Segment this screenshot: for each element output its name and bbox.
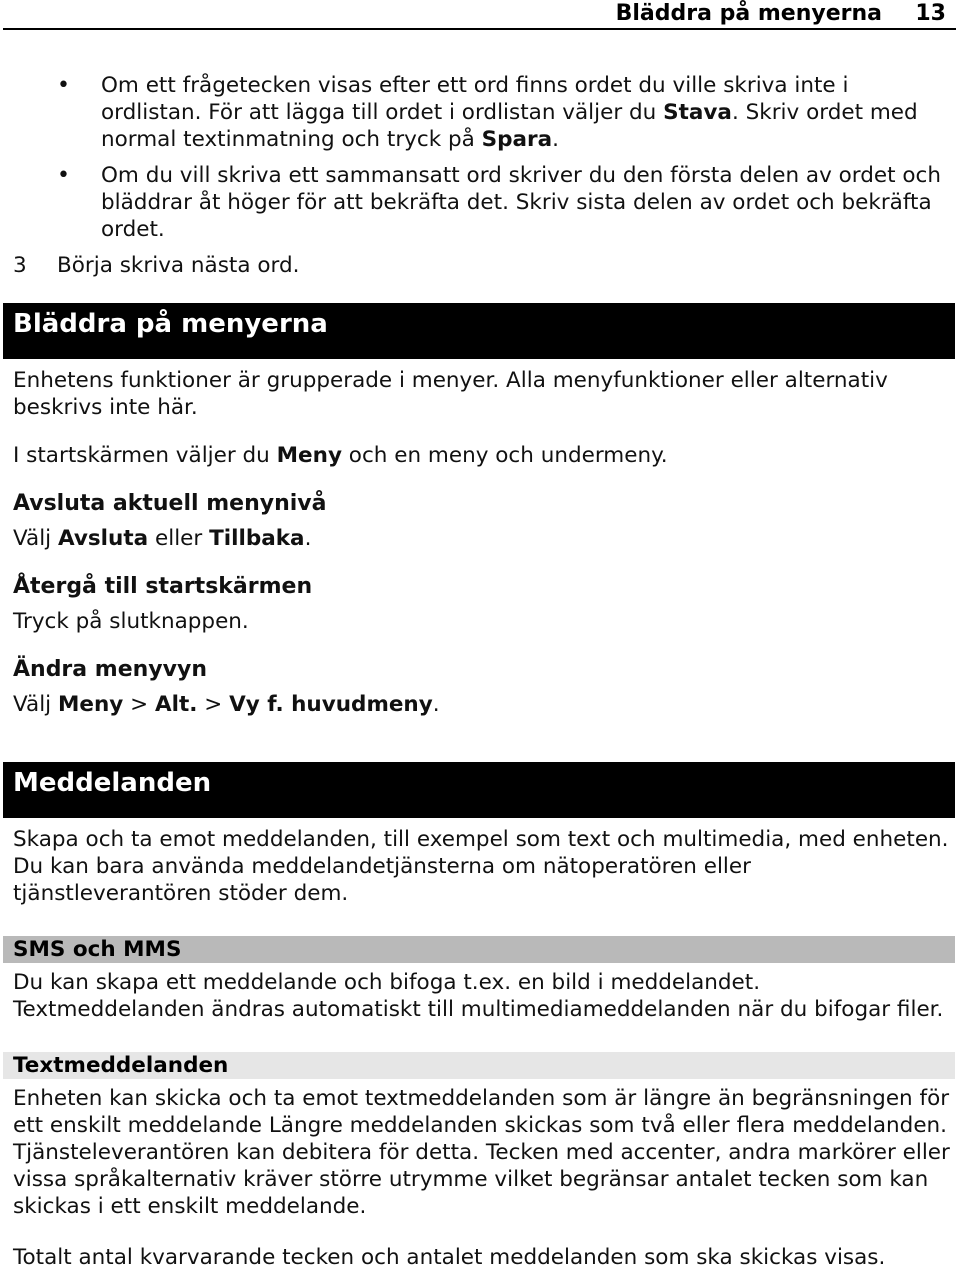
bullet-icon: • xyxy=(57,73,70,98)
section-heading: Meddelanden xyxy=(13,768,212,798)
section-heading-bar xyxy=(3,303,955,359)
bullet-text: Om du vill skriva ett sammansatt ord skriver du den första delen av ordet och bläddrar åt höger för att bekräfta det. Skriv sista delen av ordet och bekräfta ordet. xyxy=(101,163,942,242)
subheading-return-home: Återgå till startskärmen xyxy=(13,574,313,599)
bullet-text-part: . Skriv ordet med normal textinmatning och tryck på xyxy=(101,100,918,152)
menu-separator: > xyxy=(197,692,230,717)
subsection-heading-bar xyxy=(3,1052,955,1079)
sms-mms-description: Du kan skapa ett meddelande och bifoga t.ex. en bild i meddelandet. Textmeddelanden ändras automatiskt till multimediameddelanden när du bifogar filer. xyxy=(13,970,944,1022)
section-heading: Bläddra på menyerna xyxy=(13,309,328,339)
subsection-heading-bar xyxy=(3,936,955,963)
command-meny: Meny xyxy=(58,692,124,717)
subsection-heading: Textmeddelanden xyxy=(13,1053,229,1078)
command-avsluta: Avsluta xyxy=(58,526,149,551)
running-header-title: Bläddra på menyerna xyxy=(615,1,882,26)
bullet-text-part: . xyxy=(552,127,559,152)
command-stava: Stava xyxy=(663,100,732,125)
page-number: 13 xyxy=(915,1,946,26)
navigation-instruction xyxy=(13,442,953,469)
command-alt: Alt. xyxy=(155,692,198,717)
text-messages-description: Enheten kan skicka och ta emot textmeddelanden som är längre än begränsningen för ett enskilt meddelande Längre meddelanden skickas som två eller flera meddelanden. Tjänsteleverantören kan debitera för detta. Tecken med accenter, andra markörer eller vissa språkalternativ kräver större utrymme vilket begränsar antalet tecken som kan skickas i ett enskilt meddelande. xyxy=(13,1086,950,1219)
section-heading-bar xyxy=(3,762,955,818)
bullet-text xyxy=(101,72,946,153)
change-view-instruction xyxy=(13,691,953,718)
text-part: Välj xyxy=(13,526,58,551)
section-intro: Skapa och ta emot meddelanden, till exempel som text och multimedia, med enheten. Du kan bara använda meddelandetjänsterna om nätoperatören eller tjänstleverantören stöder dem. xyxy=(13,827,949,906)
command-tillbaka: Tillbaka xyxy=(209,526,305,551)
step-number: 3 xyxy=(13,253,27,278)
text-part: . xyxy=(304,526,312,551)
numbered-step xyxy=(13,252,299,279)
text-part: och en meny och undermeny. xyxy=(341,443,668,468)
text-part: I startskärmen väljer du xyxy=(13,443,277,468)
menu-separator: > xyxy=(123,692,155,717)
subheading-exit-level: Avsluta aktuell menynivå xyxy=(13,491,327,516)
step-text: Börja skriva nästa ord. xyxy=(57,253,300,278)
command-meny: Meny xyxy=(276,443,342,468)
command-spara: Spara xyxy=(481,127,553,152)
text-part: Välj xyxy=(13,692,58,717)
return-home-instruction: Tryck på slutknappen. xyxy=(13,609,249,634)
bullet-text-part: Om ett frågetecken visas efter ett ord finns ordet du ville skriva inte i ordlistan. För att lägga till ordet i ordlistan väljer du xyxy=(101,73,849,125)
text-part: . xyxy=(432,692,440,717)
text-part: eller xyxy=(148,526,210,551)
section-intro: Enhetens funktioner är grupperade i menyer. Alla menyfunktioner eller alternativ beskrivs inte här. xyxy=(13,368,888,420)
remaining-characters-note: Totalt antal kvarvarande tecken och antalet meddelanden som ska skickas visas. xyxy=(13,1245,886,1270)
command-main-menu-view: Vy f. huvudmeny xyxy=(229,692,433,717)
header-rule xyxy=(3,28,956,30)
bullet-icon: • xyxy=(57,163,70,188)
running-header xyxy=(0,0,960,30)
subsection-heading: SMS och MMS xyxy=(13,937,182,962)
exit-instruction xyxy=(13,525,953,552)
subheading-change-view: Ändra menyvyn xyxy=(13,657,207,682)
